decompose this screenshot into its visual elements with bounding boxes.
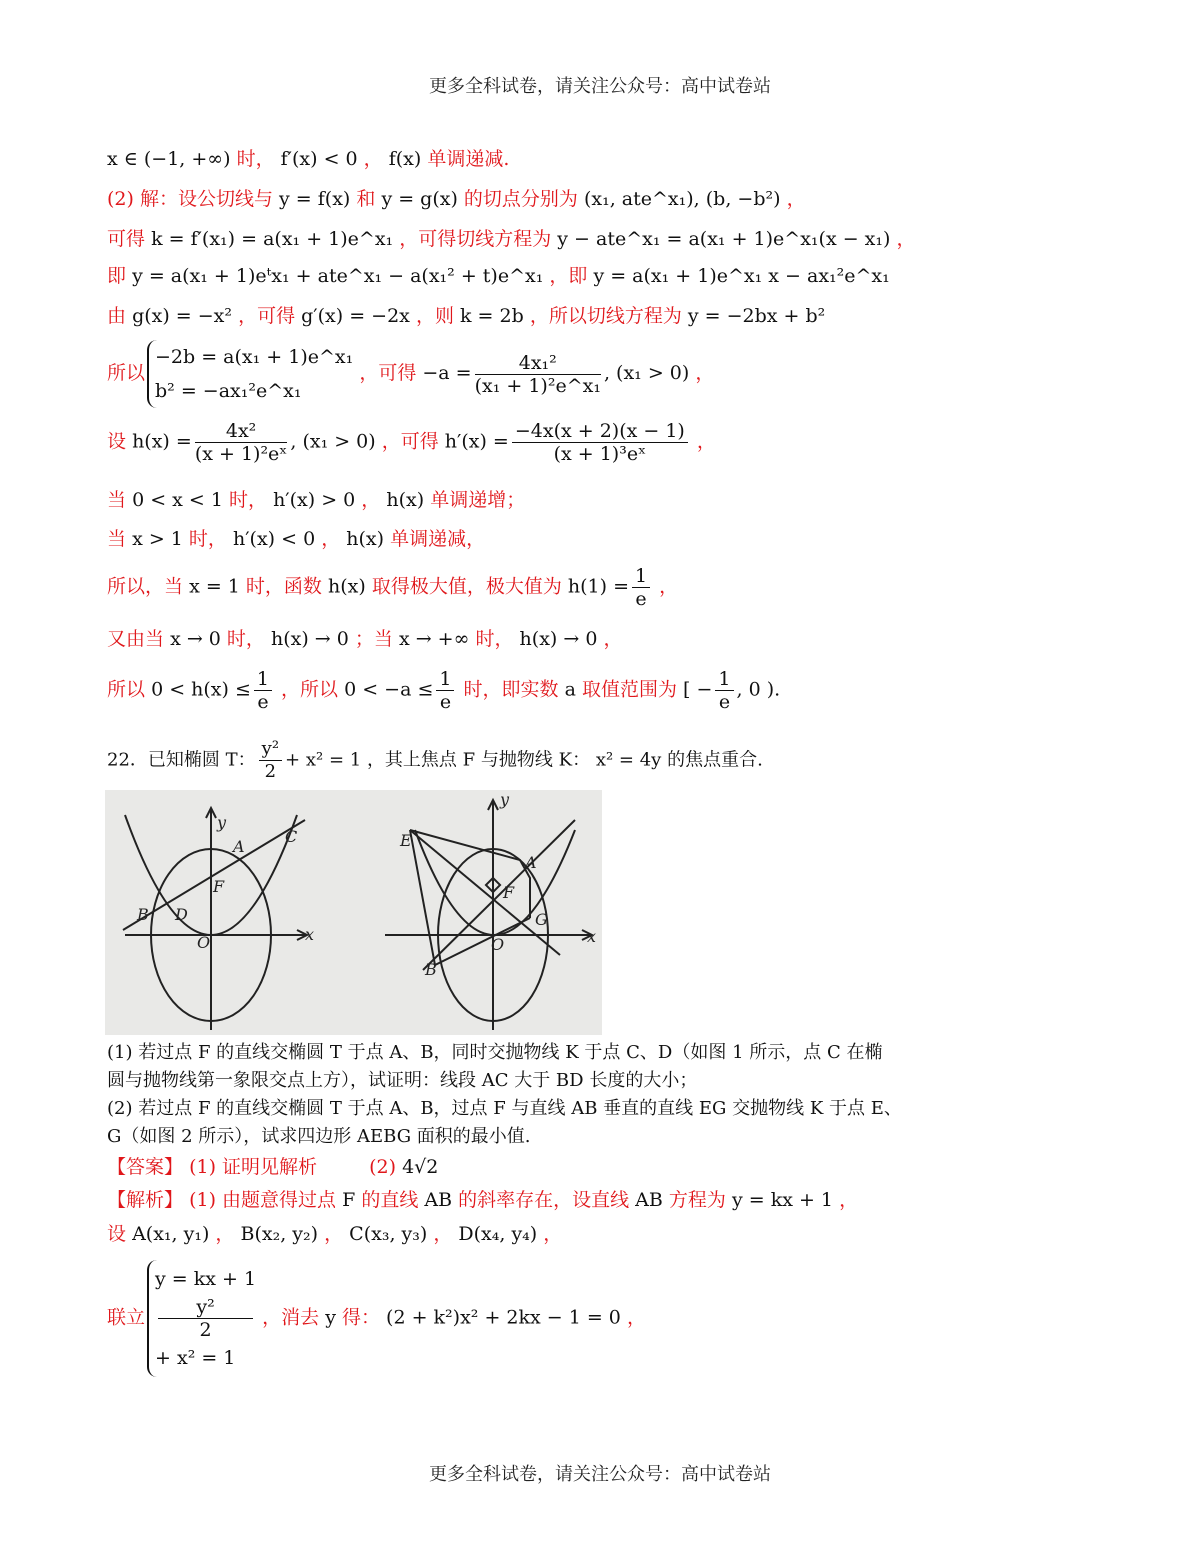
problem-22-stem: 22．已知椭圆 T： $\frac{\text{y²}}{2}$ + x² = 1 ，其上焦点 F 与抛物线 K： x² = 4y 的焦点重合. <box>107 738 763 782</box>
fraction: $\frac{1}{e}$ <box>436 668 454 713</box>
solution-line-5: 由 g(x) = −x² ，可得 g′(x) = −2x ，则 k = 2b ，所以切线方程为 y = −2bx + b² <box>107 305 826 327</box>
fig2-label: O <box>491 935 505 954</box>
fig2-line-eg <box>410 830 560 955</box>
fraction: $\frac{1}{e}$ <box>715 668 733 713</box>
footer-banner: 更多全科试卷，请关注公众号：高中试卷站 <box>429 1464 771 1485</box>
fig2-label: F <box>503 883 515 902</box>
figure-2 <box>385 800 592 1030</box>
question-1-line-a: (1) 若过点 F 的直线交椭圆 T 于点 A、B，同时交抛物线 K 于点 C、D（如图 1 所示，点 C 在椭 <box>107 1042 883 1063</box>
equation-system: −2b = a(x₁ + 1)e^x₁ b² = −ax₁²e^x₁ <box>147 340 353 408</box>
solution-line-7: 设 h(x) = $\frac{\text{4x²}}{\text{(x + 1)²eˣ}}$ , (x₁ > 0) ，可得 h′(x) = $\frac{-4x(x + 2)(x - 1)}{\text{(x + 1)³eˣ}}$ ， <box>107 420 716 465</box>
fig1-label: y <box>217 813 227 832</box>
question-2-line-b: G（如图 2 所示），试求四边形 AEBG 面积的最小值. <box>107 1126 531 1147</box>
fraction: $\frac{\text{4x²}}{\text{(x + 1)²eˣ}}$ <box>194 420 288 465</box>
fig1-label: O <box>197 933 211 952</box>
figure-1 <box>123 808 307 1030</box>
solution-line-4: 即 y = a(x₁ + 1)eᵗx₁ + ate^x₁ − a(x₁² + t)e^x₁ ，即 y = a(x₁ + 1)e^x₁ x − ax₁²e^x₁ <box>107 265 890 287</box>
fig1-label: D <box>175 905 188 924</box>
question-2-line-a: (2) 若过点 F 的直线交椭圆 T 于点 A、B，过点 F 与直线 AB 垂直的直线 EG 交抛物线 K 于点 E、 <box>107 1098 902 1119</box>
analysis-line-3: 联立 y = kx + 1 y² 2 + x² = 1 ，消去 y 得： (2 + k²)x² + 2kx − 1 = 0 ， <box>107 1260 646 1377</box>
fig2-quad-top <box>410 830 530 918</box>
fraction: y² 2 <box>158 1296 253 1341</box>
fig1-label: F <box>213 877 225 896</box>
fig2-label: x <box>587 927 597 946</box>
fraction: $\frac{\text{4x₁²}}{\text{(x₁ + 1)²e\textasciicircum{}x₁}}$ <box>474 351 601 397</box>
fig1-label: B <box>137 905 149 924</box>
solution-line-2: (2) 解：设公切线与 y = f(x) 和 y = g(x) 的切点分别为 (x₁, ate^x₁), (b, −b²) ， <box>107 188 806 210</box>
solution-line-12: 所以 0 < h(x) ≤ $\frac{1}{e}$ ，所以 0 < −a ≤ $\frac{1}{e}$ 时，即实数 a 取值范围为 [ − $\frac{1}{e}$ , 0 ). <box>107 668 781 713</box>
solution-line-3: 可得 k = f′(x₁) = a(x₁ + 1)e^x₁ ，可得切线方程为 y − ate^x₁ = a(x₁ + 1)e^x₁(x − x₁) ， <box>107 228 916 250</box>
problem-22-figure <box>105 790 602 1035</box>
solution-line-8: 当 0 < x < 1 时， h′(x) > 0 ， h(x) 单调递增； <box>107 489 526 511</box>
fig2-label: y <box>500 790 510 809</box>
fig2-label: A <box>525 853 537 872</box>
analysis-line-1: 【解析】 (1) 由题意得过点 F 的直线 AB 的斜率存在，设直线 AB 方程为 y = kx + 1 ， <box>107 1189 859 1211</box>
fraction: $\frac{1}{e}$ <box>632 565 650 610</box>
fig2-labels <box>399 790 596 979</box>
solution-line-1: x ∈ (−1, +∞) 时， f′(x) < 0 ， f(x) 单调递减. <box>107 148 510 170</box>
fig2-label: B <box>425 960 437 979</box>
fig1-label: C <box>285 827 298 846</box>
equation-system: y = kx + 1 y² 2 + x² = 1 <box>147 1260 256 1377</box>
solution-line-10: 所以，当 x = 1 时，函数 h(x) 取得极大值，极大值为 h(1) = $\frac{1}{e}$ ， <box>107 565 679 610</box>
analysis-line-2: 设 A(x₁, y₁) ， B(x₂, y₂) ， C(x₃, y₃) ， D(x₄, y₄) ， <box>107 1223 563 1245</box>
fig2-label: E <box>400 831 412 850</box>
fig1-label: x <box>305 925 315 944</box>
figure-svg <box>105 790 602 1035</box>
question-1-line-b: 圆与抛物线第一象限交点上方），试证明：线段 AC 大于 BD 长度的大小； <box>107 1070 698 1091</box>
fraction: $\frac{\text{y²}}{2}$ <box>259 738 282 783</box>
fig2-label: G <box>535 910 548 929</box>
header-banner: 更多全科试卷，请关注公众号：高中试卷站 <box>429 76 771 97</box>
fraction: $\frac{-4x(x + 2)(x - 1)}{\text{(x + 1)³eˣ}}$ <box>512 420 688 465</box>
fraction: $\frac{1}{e}$ <box>254 668 272 713</box>
solution-line-6: 所以 −2b = a(x₁ + 1)e^x₁ b² = −ax₁²e^x₁ ，可得 −a = $\frac{\text{4x₁²}}{\text{(x₁ + 1)²e\textasciicircum{}x₁}}$ , (x₁ > 0) ， <box>107 340 714 408</box>
answer-line: 【答案】 (1) 证明见解析 (2) 4√2 <box>107 1156 439 1178</box>
fig1-label: A <box>233 837 245 856</box>
solution-line-11: 又由当 x → 0 时， h(x) → 0 ；当 x → +∞ 时， h(x) → 0 ， <box>107 628 623 650</box>
solution-line-9: 当 x > 1 时， h′(x) < 0 ， h(x) 单调递减， <box>107 528 486 550</box>
